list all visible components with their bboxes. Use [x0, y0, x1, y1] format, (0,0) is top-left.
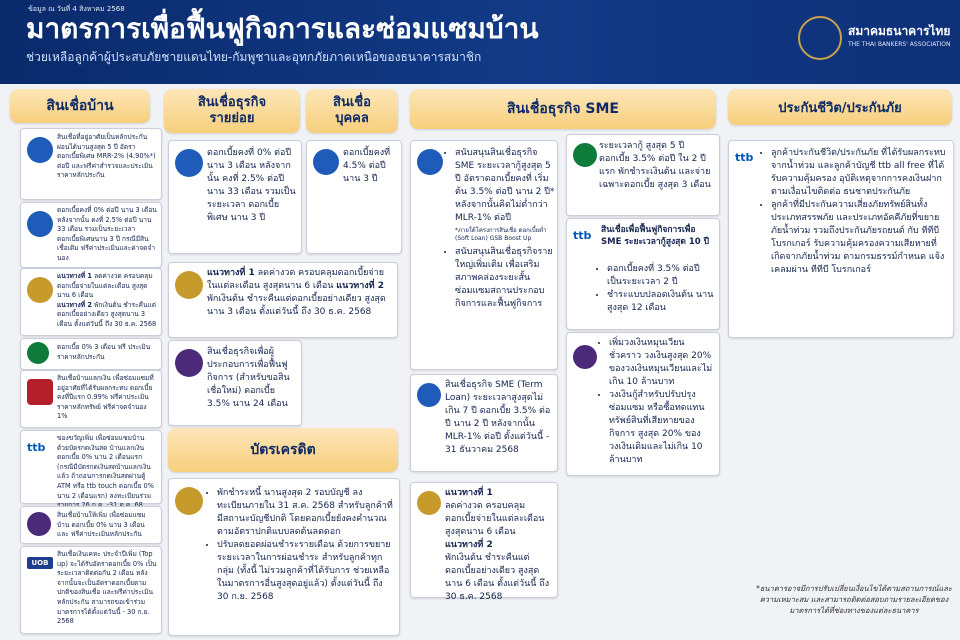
list-item: • ดอกเบี้ยคงที่ 3.5% ต่อปี เป็นระยะเวลา 2 ปี	[607, 263, 715, 289]
category-home-loan	[10, 89, 150, 123]
sme-card-gsb	[410, 140, 558, 370]
icbc-bank-icon	[27, 379, 53, 405]
card-text	[57, 272, 157, 330]
sme-card-ttb	[566, 218, 720, 330]
list-item: • ปรับลดยอดผ่อนชำระรายเดือน ด้วยการขยายระยะเวลาในการผ่อนชำระ สำหรับลูกค้าทุกกลุ่ม (ทั้งนี้ ไม่รวมลูกค้าที่ได้รับการ ช่วยเหลือในมาตรการอื่นสูงสุดอยู่แล้ว) ตั้งแต่วันนี้ ถึง 30 ก.ย. 2568	[217, 539, 393, 604]
option-2-label: แนวทางที่ 2	[445, 540, 493, 550]
option-1-label: แนวทางที่ 1	[207, 268, 255, 278]
info-date: ข้อมูล ณ วันที่ 4 สิงหาคม 2568	[28, 5, 125, 13]
card-text: ดอกเบี้ยคงที่ 4.5% ต่อปี นาน 3 ปี	[343, 148, 391, 184]
tisco-bank-icon	[27, 512, 51, 536]
retail-card-tisco	[168, 340, 302, 426]
list-item: • พักชำระหนี้ นานสูงสุด 2 รอบบัญชี ลงทะเบียนภายใน 31 ส.ค. 2568 สำหรับลูกค้าที่มีสถานะบัญชีปกติ โดยดอกเบี้ยยังคงคำนวณตามอัตราปกติแบบลดต้นลดดอก	[217, 487, 393, 539]
category-insurance	[728, 89, 952, 125]
retail-card-ktb	[168, 262, 398, 338]
insurance-card-ttb	[728, 140, 954, 338]
option-1-text: ลดค่างวด ครอบคลุมดอกเบี้ยจ่ายในแต่ละเดือน สูงสุดนาน 6 เดือน	[207, 268, 384, 291]
category-label: สินเชื่อ	[333, 95, 371, 110]
home-card-tisco	[20, 506, 162, 544]
card-text: ดอกเบี้ยคงที่ 0% ต่อปี นาน 3 เดือน หลังจากนั้น คงที่ 2.5% ต่อปี นาน 33 เดือน รวมเป็นระยะเวลา ดอกเบี้ยพิเศษ นาน 3 ปี	[207, 148, 296, 223]
ktb-bank-icon	[417, 491, 441, 515]
card-text: สินเชื่อธุรกิจ SME (Term Loan) ระยะเวลาสูงสุดไม่เกิน 7 ปี ดอกเบี้ย 3.5% ต่อปี นาน 2 ปี หลังจากนั้น MLR-1% ต่อปี ตั้งแต่วันนี้ - 31 ธันวาคม 2568	[445, 380, 551, 455]
option-1-text: ลดค่างวด ครอบคลุมดอกเบี้ยจ่ายในแต่ละเดือน สูงสุดนาน 6 เดือน	[445, 501, 545, 537]
card-list	[443, 147, 555, 311]
page-title: มาตรการเพื่อฟื้นฟูกิจการและซ่อมแซมบ้าน	[26, 12, 539, 45]
logo-name: สมาคมธนาคารไทย	[848, 24, 951, 38]
home-card-ttb	[20, 430, 162, 504]
ghb-bank-icon	[417, 383, 441, 407]
list-item: • ลูกค้าที่มีประกันความเสี่ยงภัยทรัพย์สินทั้งประเภทสรรพภัย และประเภทอัคคีภัยที่ขยายภัยน้ำท่วม รวมถึงประกันภัยรถยนต์ กับ ทีทีบี โบรกเกอร์ รับความคุ้มครองความเสียหายที่เกิดจากภัยน้ำท่วม ตามกรมธรรม์กำหนด แจ้งเคลมผ่าน ทีทีบี โบรกเกอร์	[771, 199, 949, 277]
baac-bank-icon	[27, 342, 49, 364]
baac-bank-icon	[573, 143, 597, 167]
category-label: สินเชื่อบ้าน	[46, 98, 114, 114]
ktb-bank-icon	[175, 271, 203, 299]
card-text: สินเชื่อบ้านให้เพิ่ม เพื่อซ่อมแซมบ้าน ดอกเบี้ย 0% นาน 3 เดือน และ ฟรีค่าประเมินหลักประกัน	[57, 511, 146, 539]
ttb-bank-icon: ttb	[573, 229, 592, 242]
home-card-gsb	[20, 128, 162, 200]
category-personal-loan	[306, 89, 398, 133]
category-label: ประกันชีวิต/ประกันภัย	[778, 100, 902, 116]
ghb-bank-icon	[27, 211, 53, 237]
sme-card-term-loan	[410, 374, 558, 472]
credit-card-ktb	[168, 478, 400, 636]
personal-card-ghb	[306, 140, 402, 254]
card-title: สินเชื่อเพื่อฟื้นฟูกิจการเพื่อ SME ระยะเวลากู้สูงสุด 10 ปี	[601, 225, 710, 247]
ttb-bank-icon: ttb	[27, 441, 46, 454]
ktb-bank-icon	[27, 277, 53, 303]
ghb-bank-icon	[313, 149, 339, 175]
home-card-icbc	[20, 370, 162, 428]
card-text: ดอกเบี้ยคงที่ 0% ต่อปี นาน 3 เดือน หลังจากนั้น คงที่ 2.5% ต่อปี นาน 33 เดือน รวมเป็นระยะเวลาดอกเบี้ยพิเศษนาน 3 ปี กรณีมีสินเชื่อเดิม ฟรีค่าประเมินและค่าจดจำนอง	[57, 206, 157, 262]
category-label: สินเชื่อธุรกิจ SME	[506, 101, 619, 117]
card-text: ดอกเบี้ย 0% 3 เดือน ฟรี ประเมินราคาหลักประกัน	[57, 343, 151, 361]
ghb-bank-icon	[175, 149, 203, 177]
list-item: • วงเงินกู้สำหรับปรับปรุงซ่อมแซม หรือซื้อทดแทนทรัพย์สินที่เสียหายของกิจการ สูงสุด 20% ของวงเงินเดิมและไม่เกิน 10 ล้านบาท	[609, 389, 715, 467]
retail-card-ghb	[168, 140, 302, 254]
option-1-label: แนวทางที่ 1	[445, 488, 493, 498]
card-list	[759, 147, 949, 277]
gsb-bank-icon	[417, 149, 443, 175]
gsb-bank-icon	[27, 137, 53, 163]
category-retail-business	[164, 89, 300, 133]
list-item: • ชำระแบบปลอดเงินต้น นานสูงสุด 12 เดือน	[607, 289, 715, 315]
home-card-ktb	[20, 268, 162, 336]
tba-logo	[798, 14, 951, 64]
option-2-text: พักเงินต้น ชำระคืนแต่ดอกเบี้ยอย่างเดียว สูงสุดนาน 6 เดือน ตั้งแต่วันนี้ ถึง 30 ธ.ค. 2568	[445, 553, 550, 602]
footnote: *ภายใต้โครงการสินเชื่อ ดอกเบี้ยต่ำ (Soft Loan) GSB Boost Up	[455, 227, 547, 242]
option-2-text: พักเงินต้น ชำระคืนแต่ดอกเบี้ยอย่างเดียว สูงสุดนาน 3 เดือน ตั้งแต่วันนี้ ถึง 30 ธ.ค. 2568	[57, 300, 157, 328]
card-list	[595, 263, 715, 315]
option-1-label: แนวทางที่ 1	[57, 272, 92, 280]
page-header	[0, 0, 960, 84]
tisco-bank-icon	[573, 345, 597, 369]
card-text: สินเชื่อเงินเคหะ ประจำปีเพิ่ม (Top up) จะได้รับอัตราดอกเบี้ย 0% เป็นระยะเวลาติดต่อกัน 2 เดือน หลังจากนั้นจะเป็นอัตราดอกเบี้ยตามปกติของสินเชื่อ และฟรีค่าประเมินหลักประกัน สามารถขอเข้าร่วมมาตรการได้ตั้งแต่วันนี้ - 30 ก.ย. 2568	[57, 550, 157, 626]
ktb-bank-icon	[175, 487, 203, 515]
option-2-text: พักเงินต้น ชำระคืนแต่ดอกเบี้ยอย่างเดียว สูงสุดนาน 3 เดือน ตั้งแต่วันนี้ ถึง 30 ธ.ค. 2568	[207, 294, 386, 317]
home-card-ghb	[20, 202, 162, 268]
card-text	[207, 267, 393, 319]
card-text: สินเชื่อธุรกิจเพื่อผู้ประกอบการเพื่อฟื้นฟูกิจการ (สำหรับขอสินเชื่อใหม่) ดอกเบี้ย 3.5% นาน 24 เดือน	[207, 347, 290, 409]
category-label: รายย่อย	[209, 111, 255, 126]
tba-emblem-icon	[798, 16, 842, 60]
list-item: • ลูกค้าประกันชีวิต/ประกันภัย ที่ได้รับผลกระทบจากน้ำท่วม และลูกค้าบัญชี ttb all free ที่ได้รับความคุ้มครอง อุบัติเหตุจากการคงเงินฝากตามเงื่อนไขติดต่อ ธนชาตประกันภัย	[771, 147, 949, 199]
sme-card-baac	[566, 134, 720, 216]
ttb-bank-icon: ttb	[735, 151, 754, 164]
card-text: สินเชื่อบ้านแลกเงิน เพื่อซ่อมแซมที่อยู่อาศัยที่ได้รับผลกระทบ ดอกเบี้ยคงที่ปีแรก 0.99% ฟรีค่าประเมินราคาหลักทรัพย์ ฟรีค่าจดจำนอง 1%	[57, 374, 154, 421]
category-label: บุคคล	[335, 111, 369, 126]
option-2-label: แนวทางที่ 2	[57, 300, 92, 309]
category-label: สินเชื่อธุรกิจ	[197, 95, 267, 110]
card-text: สินเชื่อที่อยู่อาศัยเป็นหลักประกัน ผ่อนได้นานสูงสุด 5 ปี อัตราดอกเบี้ยพิเศษ MRR-2% (4.90%*) ต่อปี และฟรีค่าสำรวจและประเมินราคาหลักประกัน	[57, 133, 156, 180]
option-2-label: แนวทางที่ 2	[336, 281, 384, 291]
sme-card-tisco	[566, 332, 720, 476]
card-text: ของขวัญเพิ่ม เพื่อซ่อมแซมบ้าน ด้วยบัตรกดเงินสด บ้านแลกเงิน ดอกเบี้ย 0% นาน 2 เดือนแรก (กรณีมีบัตรกดเงินสดบ้านแลกเงินแล้ว ถ้าถอนการกดเงินสดผ่านตู้ ATM หรือ ttb touch ดอกเบี้ย 0% นาน 2 เดือนแรก) ลงทะเบียนร่วม	[57, 434, 154, 500]
disclaimer-note: *ธนาคารอาจมีการปรับเปลี่ยนเงื่อนไขได้ตามสถานการณ์และความเหมาะสม และสามารถติดต่อสอบถามรายละเอียดของมาตรการได้ที่ช่องทางของแต่ละธนาคาร	[756, 584, 952, 615]
list-item: • สนับสนุนสินเชื่อธุรกิจรายใหญ่เพิ่มเติม เพื่อเสริมสภาพคล่องระยะสั้น ซ่อมแซมสถานประกอบกิจการและฟื้นฟูกิจการ	[455, 246, 555, 311]
page-subtitle: ช่วยเหลือลูกค้าผู้ประสบภัยชายแดนไทย-กัมพูชาและอุทกภัยภาคเหนือของธนาคารสมาชิก	[26, 50, 482, 64]
uob-bank-icon: UOB	[27, 557, 53, 569]
sme-card-ktb	[410, 482, 558, 602]
home-card-uob	[20, 546, 162, 634]
category-credit-card	[168, 428, 398, 472]
list-item: • เพิ่มวงเงินหมุนเวียนชั่วคราว วงเงินสูงสุด 20% ของวงเงินหมุนเวียนและไม่เกิน 10 ล้านบาท	[609, 337, 715, 389]
card-text	[445, 487, 555, 604]
home-card-baac	[20, 338, 162, 370]
list-item: • สนับสนุนสินเชื่อธุรกิจ SME ระยะเวลากู้สูงสุด 5 ปี อัตราดอกเบี้ยคงที่ เริ่มต้น 3.5% ต่อปี นาน 2 ปี* หลังจากนั้นคิดไม่ต่ำกว่า MLR-1% ต่อปี	[455, 147, 555, 225]
logo-english-name: THE THAI BANKERS' ASSOCIATION	[848, 41, 951, 48]
category-label: บัตรเครดิต	[250, 442, 316, 458]
option-1-text: ลดค่างวด ครอบคลุมดอกเบี้ยจ่ายในแต่ละเดือน สูงสุดนาน 6 เดือน	[57, 272, 153, 300]
card-text: ระยะเวลากู้ สูงสุด 5 ปี ดอกเบี้ย 3.5% ต่อปี ใน 2 ปีแรก พักชำระเงินต้น และจ่ายเฉพาะดอกเบี้ย สูงสุด 3 เดือน	[599, 141, 711, 190]
card-list	[597, 337, 715, 467]
category-sme-loan	[410, 89, 716, 129]
tisco-bank-icon	[175, 349, 203, 377]
card-list	[205, 487, 393, 604]
